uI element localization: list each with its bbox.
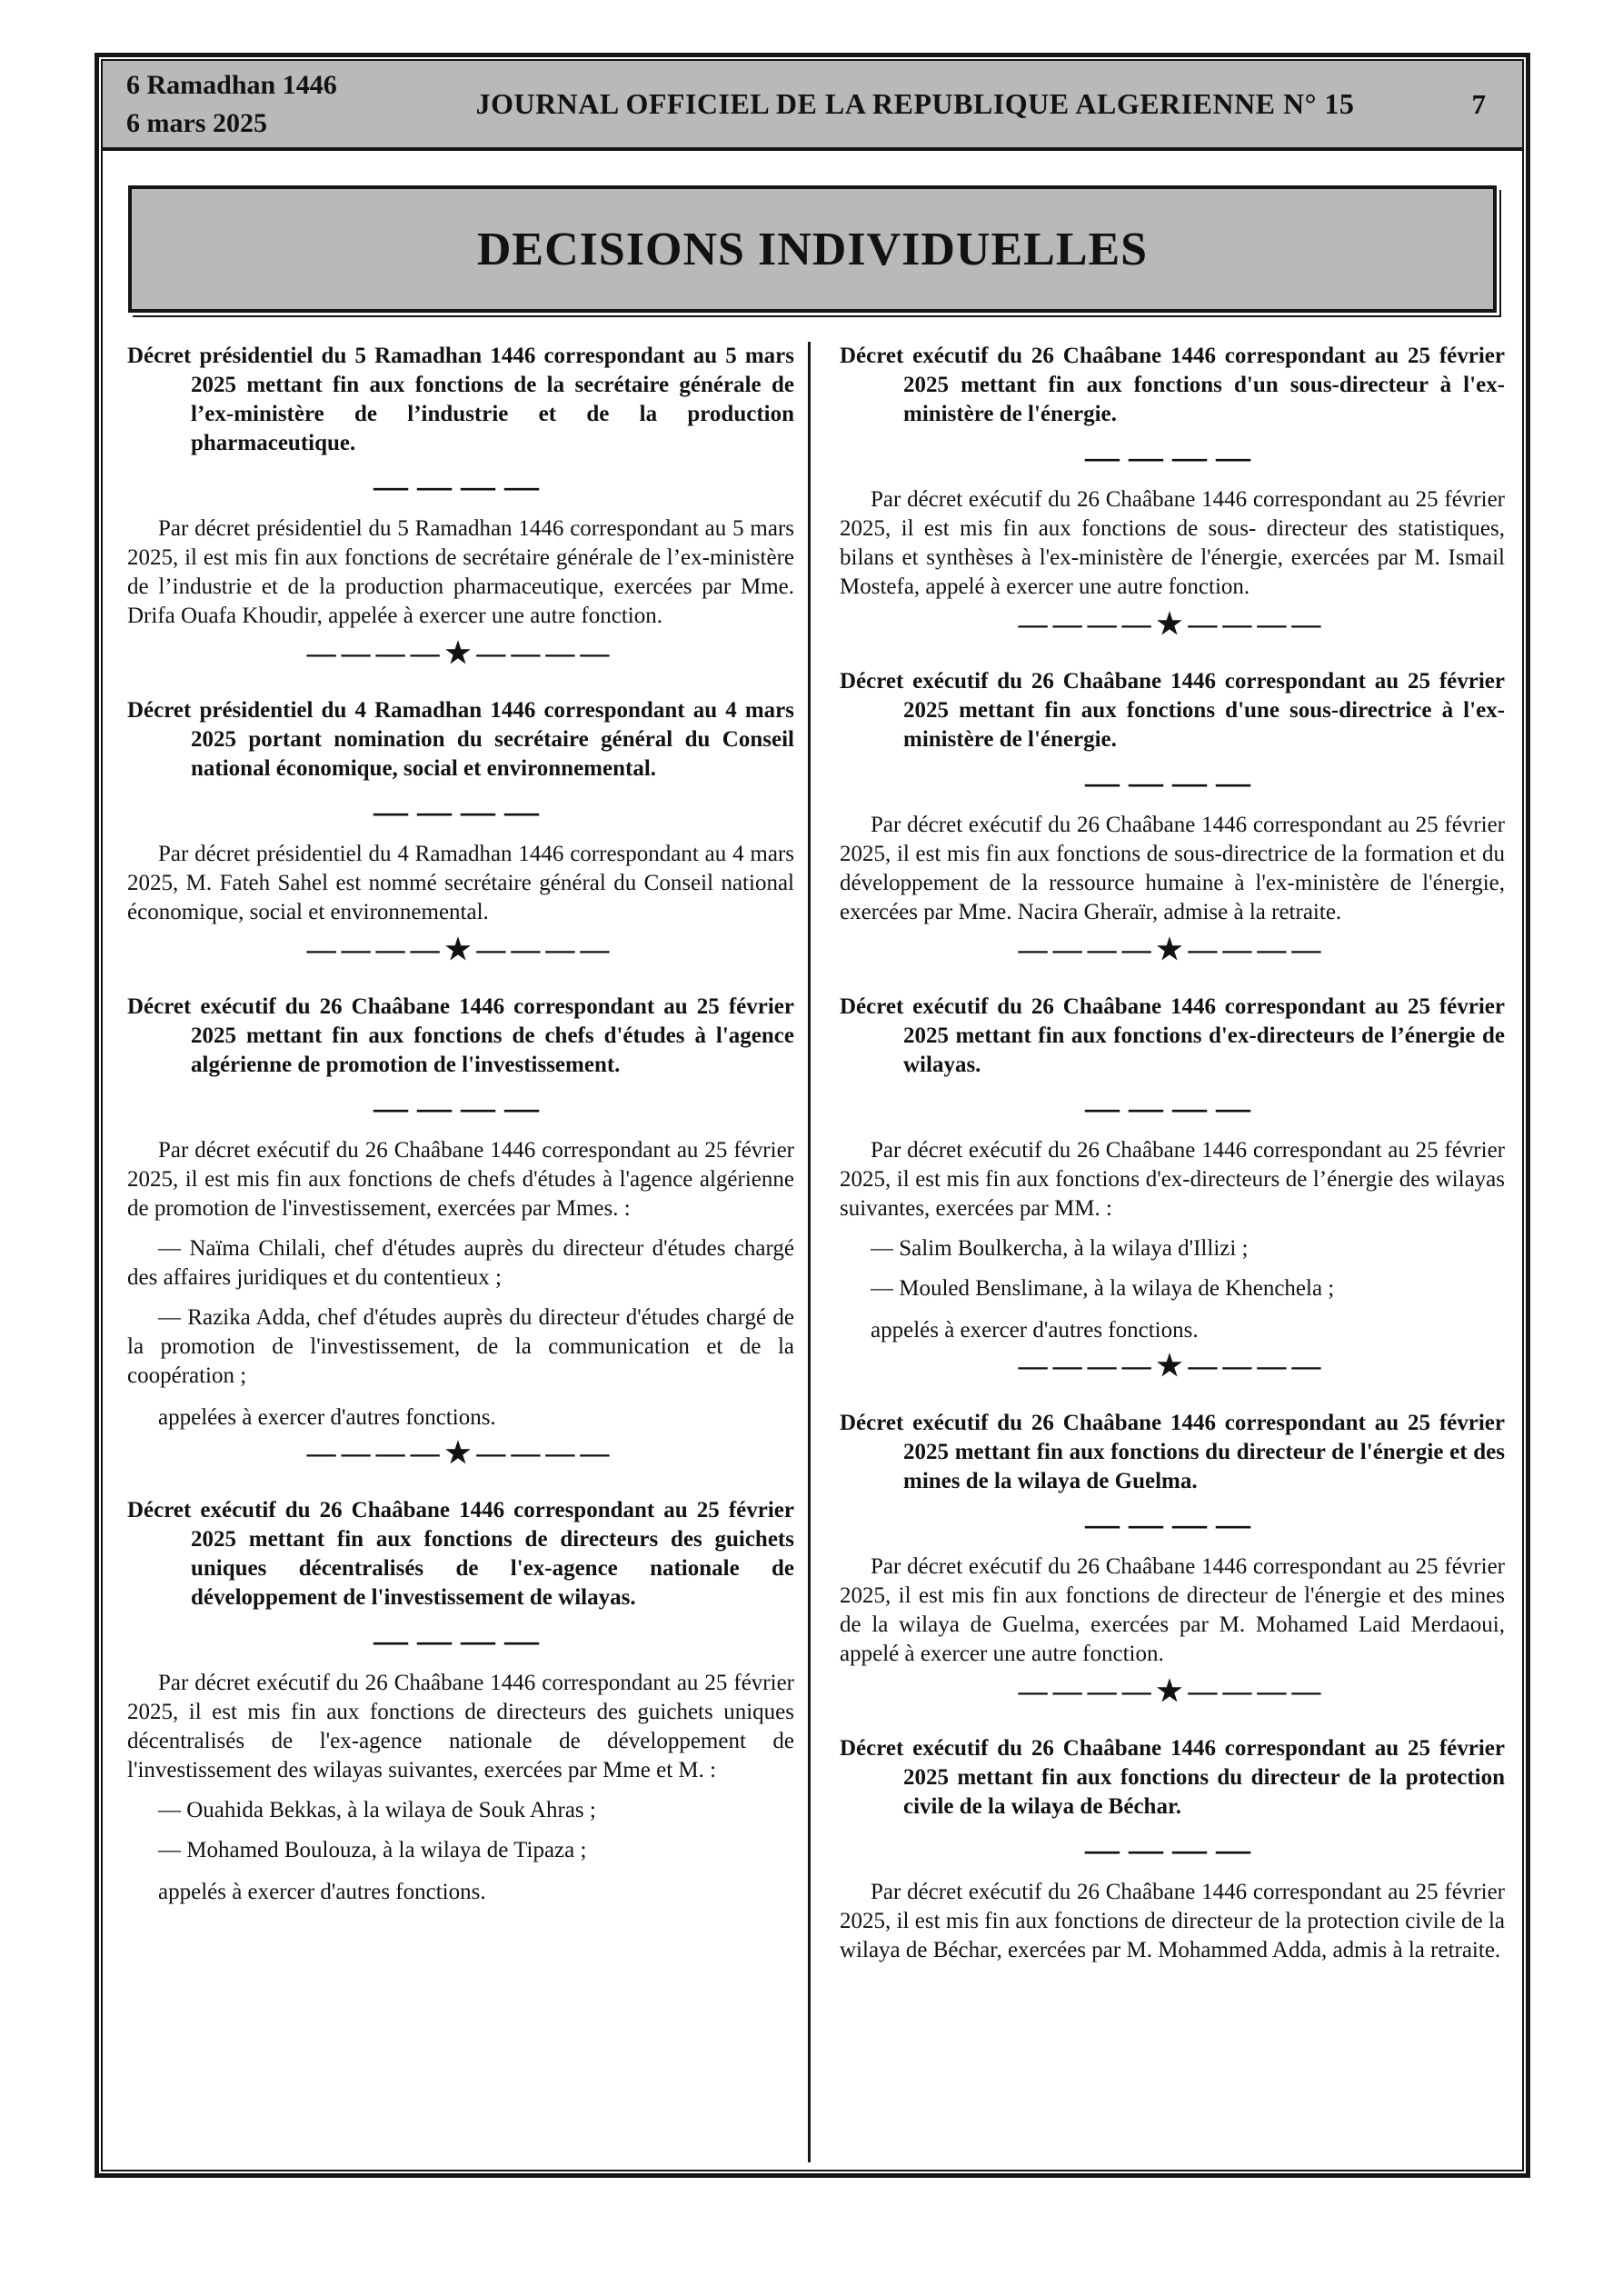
decree-heading: Décret présidentiel du 4 Ramadhan 1446 correspondant au 4 mars 2025 portant nomination du secrétaire général du Conseil national économique, social et environnemental.	[127, 698, 794, 781]
decree-paragraph: Par décret exécutif du 26 Chaâbane 1446 correspondant au 25 février 2025, il est mis fin aux fonctions de directeur de la protection civile de la wilaya de Béchar, exercées par M. Mohammed Adda, admis à la retraite.	[840, 1880, 1505, 1962]
section-banner	[128, 185, 1497, 313]
list-item: — Mouled Benslimane, à la wilaya de Khenchela ;	[871, 1276, 1335, 1301]
decree-paragraph: Par décret exécutif du 26 Chaâbane 1446 correspondant au 25 février 2025, il est mis fin aux fonctions de directeur de l'énergie et des mines de la wilaya de Guelma, exercées par M. Mohamed Laid Merdaoui, appelé à exercer une autre fonction.	[840, 1554, 1505, 1666]
date-gregorian: 6 mars 2025	[126, 107, 267, 138]
decree-paragraph: Par décret exécutif du 26 Chaâbane 1446 correspondant au 25 février 2025, il est mis fin aux fonctions de chefs d'études à l'agence algérienne de promotion de l'investissement, exercées par Mmes. :	[127, 1138, 794, 1221]
dash-separator: ————	[1085, 1089, 1260, 1127]
decree-paragraph: Par décret présidentiel du 4 Ramadhan 1446 correspondant au 4 mars 2025, M. Fateh Sahel est nommé secrétaire général du Conseil national économique, social et environnemental.	[127, 842, 794, 924]
decree-heading: Décret présidentiel du 5 Ramadhan 1446 correspondant au 5 mars 2025 mettant fin aux fonctions de la secrétaire générale de l’ex-ministère de l’industrie et de la production pharmaceutique.	[127, 344, 794, 455]
section-title: DECISIONS INDIVIDUELLES	[476, 223, 1149, 275]
dash-separator: ————	[373, 467, 548, 505]
journal-title: JOURNAL OFFICIEL DE LA REPUBLIQUE ALGERIENNE N° 15	[475, 87, 1355, 120]
dash-separator: ————	[373, 1089, 548, 1127]
star-separator: ————★————	[1018, 1349, 1327, 1382]
decree-paragraph: Par décret présidentiel du 5 Ramadhan 1446 correspondant au 5 mars 2025, il est mis fin aux fonctions de secrétaire générale de l’ex-ministère de l’industrie et de la production pharmaceutique, exercées par Mme. Drifa Ouafa Khoudir, appelée à exercer une autre fonction.	[127, 516, 794, 628]
decree-paragraph: Par décret exécutif du 26 Chaâbane 1446 correspondant au 25 février 2025, il est mis fin aux fonctions d'ex-directeurs de l’énergie des wilayas suivantes, exercées par MM. :	[840, 1138, 1505, 1221]
columns-area	[103, 313, 1522, 2170]
dash-separator: ————	[1085, 1831, 1260, 1869]
page-number: 7	[1471, 87, 1486, 120]
dash-separator: ————	[373, 1622, 548, 1660]
page-frame-inner	[101, 59, 1524, 2171]
dash-separator: ————	[1085, 438, 1260, 476]
page-frame	[95, 53, 1530, 2178]
decree-heading: Décret exécutif du 26 Chaâbane 1446 correspondant au 25 février 2025 mettant fin aux fonctions de chefs d'études à l'agence algérienne de promotion de l'investissement.	[127, 994, 794, 1077]
list-item: — Razika Adda, chef d'études auprès du directeur d'études chargé de la promotion de l'investissement, de la communication et de la coopération ;	[127, 1305, 794, 1388]
star-separator: ————★————	[1018, 1674, 1327, 1707]
list-item: — Naïma Chilali, chef d'études auprès du directeur d'études chargé des affaires juridiques et du contentieux ;	[127, 1236, 794, 1290]
list-item: — Salim Boulkercha, à la wilaya d'Illizi ;	[871, 1236, 1249, 1261]
date-hijri: 6 Ramadhan 1446	[126, 69, 337, 100]
decree-heading: Décret exécutif du 26 Chaâbane 1446 correspondant au 25 février 2025 mettant fin aux fonctions d'un sous-directeur à l'ex-ministère de l'énergie.	[840, 344, 1505, 426]
closing-line: appelés à exercer d'autres fonctions.	[871, 1318, 1199, 1343]
column-left	[127, 342, 794, 2162]
column-right	[840, 342, 1505, 2162]
decree-heading: Décret exécutif du 26 Chaâbane 1446 correspondant au 25 février 2025 mettant fin aux fonctions de directeurs des guichets uniques décentralisés de l'ex-agence nationale de développement de l'investissement de wilayas.	[127, 1498, 794, 1610]
decree-heading: Décret exécutif du 26 Chaâbane 1446 correspondant au 25 février 2025 mettant fin aux fonctions d'une sous-directrice à l'ex-ministère de l'énergie.	[840, 669, 1505, 752]
dash-separator: ————	[1085, 1505, 1260, 1543]
dash-separator: ————	[373, 793, 548, 831]
column-divider	[808, 342, 811, 2162]
decree-paragraph: Par décret exécutif du 26 Chaâbane 1446 correspondant au 25 février 2025, il est mis fin aux fonctions de sous-directrice de la formation et du développement de la ressource humaine à l'ex-ministère de l'énergie, exercées par Mme. Nacira Gheraïr, admise à la retraite.	[840, 813, 1505, 924]
list-item: — Mohamed Boulouza, à la wilaya de Tipaza ;	[158, 1838, 587, 1862]
list-item: — Ouahida Bekkas, à la wilaya de Souk Ahras ;	[158, 1798, 596, 1822]
closing-line: appelées à exercer d'autres fonctions.	[158, 1405, 496, 1430]
decree-heading: Décret exécutif du 26 Chaâbane 1446 correspondant au 25 février 2025 mettant fin aux fonctions d'ex-directeurs de l’énergie de wilayas.	[840, 994, 1505, 1077]
star-separator: ————★————	[1018, 933, 1327, 965]
star-separator: ————★————	[306, 1436, 615, 1469]
star-separator: ————★————	[306, 636, 615, 669]
closing-line: appelés à exercer d'autres fonctions.	[158, 1880, 486, 1904]
decree-paragraph: Par décret exécutif du 26 Chaâbane 1446 correspondant au 25 février 2025, il est mis fin aux fonctions de directeurs des guichets uniques décentralisés de l'ex-agence nationale de développement de l'investissement des wilayas suivantes, exercées par Mme et M. :	[127, 1671, 794, 1782]
masthead-dates	[126, 66, 426, 143]
star-separator: ————★————	[306, 933, 615, 965]
star-separator: ————★————	[1018, 607, 1327, 640]
decree-heading: Décret exécutif du 26 Chaâbane 1446 correspondant au 25 février 2025 mettant fin aux fonctions du directeur de l'énergie et des mines de la wilaya de Guelma.	[840, 1411, 1505, 1493]
decree-heading: Décret exécutif du 26 Chaâbane 1446 correspondant au 25 février 2025 mettant fin aux fonctions du directeur de la protection civile de la wilaya de Béchar.	[840, 1736, 1505, 1819]
decree-paragraph: Par décret exécutif du 26 Chaâbane 1446 correspondant au 25 février 2025, il est mis fin aux fonctions de sous- directeur des statistiques, bilans et synthèses à l'ex-ministère de l'énergie, exercées par M. Ismail Mostefa, appelé à exercer une autre fonction.	[840, 487, 1505, 599]
masthead	[103, 61, 1522, 151]
dash-separator: ————	[1085, 764, 1260, 802]
